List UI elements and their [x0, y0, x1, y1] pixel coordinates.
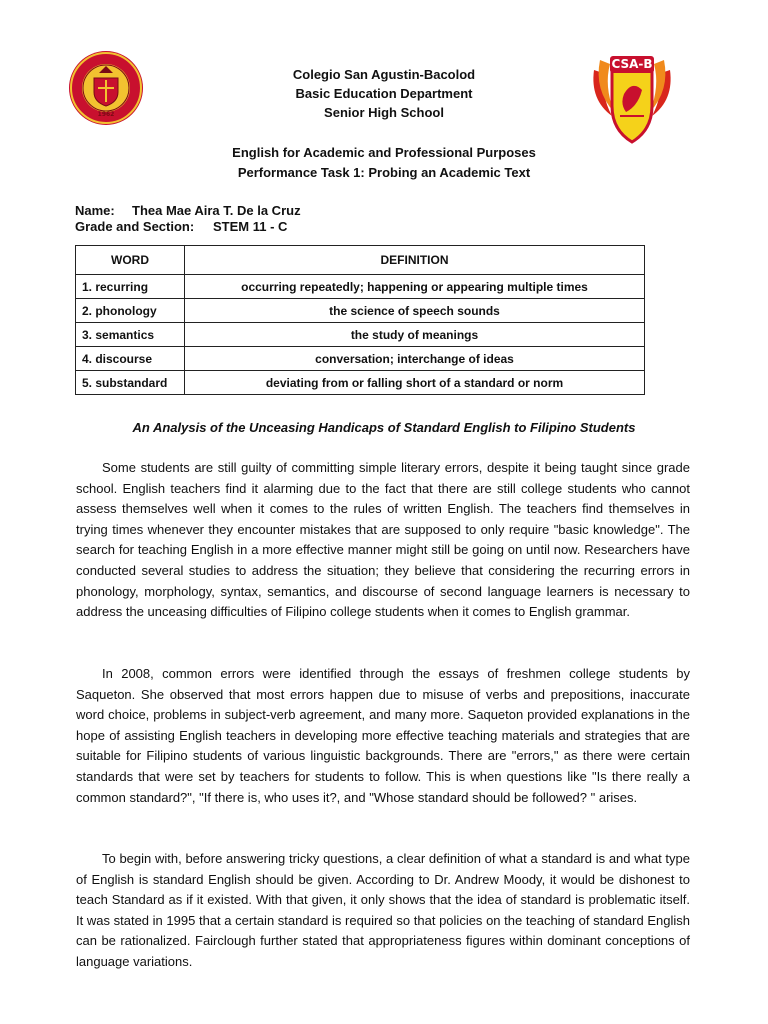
task-title: Performance Task 1: Probing an Academic Text — [237, 165, 531, 180]
essay-paragraph-1: Some students are still guilty of committing simple literary errors, despite it being taught since grade school. English teachers find it alarming due to the fact that there are still college students who cannot assess themselves well when it comes to the rules of written English. The teachers find themselves in trying times whenever they encounter mistakes that are supposed to only require "basic knowledge". The search for teaching English in a more effective manner might still be going on until now. Researchers have conducted several studies to address the situation; they believe that considering the recurring errors in phonology, morphology, syntax, semantics, and discourse of second language learners is necessary to address the unceasing difficulties of Filipino college students when it comes to English grammar. — [76, 460, 690, 620]
table-row — [76, 371, 645, 395]
section-label: Grade and Section: — [75, 219, 195, 234]
table-row — [76, 275, 645, 299]
essay-title: An Analysis of the Unceasing Handicaps of Standard English to Filipino Students — [132, 420, 636, 435]
subject-title: English for Academic and Professional Purposes — [232, 145, 536, 160]
table-row — [76, 299, 645, 323]
name-value: Thea Mae Aira T. De la Cruz — [132, 203, 301, 218]
definition-cell: the science of speech sounds — [185, 299, 645, 323]
essay-paragraph-2: In 2008, common errors were identified through the essays of freshmen college students by Saqueton. She observed that most errors happen due to misuse of verbs and prepositions, inaccurate word choice, problems in subject-verb agreement, and many more. Saqueton provided explanations in the hope of assisting English teachers in developing more effective teaching materials and strategies that are suitable for Filipino students of various linguistic backgrounds. There are "errors," as there were certain standards that were set by teachers for students to follow. This is when questions like "Is there really a common standard?", "If there is, who uses it?, and "Whose standard should be followed? " arises. — [76, 666, 690, 805]
seal-year: 1962 — [97, 111, 115, 118]
definition-cell: conversation; interchange of ideas — [185, 347, 645, 371]
vocabulary-table — [75, 245, 645, 395]
word-cell: 3. semantics — [76, 323, 185, 347]
school-name: Colegio San Agustin-Bacolod — [292, 67, 476, 82]
header-word: WORD — [76, 246, 185, 275]
csab-logo-text: CSA-B — [611, 57, 653, 71]
definition-cell: the study of meanings — [185, 323, 645, 347]
section-value: STEM 11 - C — [213, 219, 288, 234]
header-definition: DEFINITION — [185, 246, 645, 275]
essay-paragraph-3: To begin with, before answering tricky questions, a clear definition of what a standard is and what type of English is standard English should be given. According to Dr. Andrew Moody, it would be dishonest to teach Standard as if it existed. With that given, it only shows that the idea of standard is problematic itself. It was stated in 1995 that a certain standard is required so that policies on the teaching of standard English can be rationalized. Fairclough further stated that appropriateness figures within dominant conceptions of language variations. — [76, 851, 690, 969]
table-row — [76, 323, 645, 347]
definition-cell: occurring repeatedly; happening or appearing multiple times — [185, 275, 645, 299]
table-row — [76, 347, 645, 371]
word-cell: 4. discourse — [76, 347, 185, 371]
word-cell: 2. phonology — [76, 299, 185, 323]
name-label: Name: — [75, 203, 115, 218]
school-level: Senior High School — [324, 105, 444, 120]
word-cell: 1. recurring — [76, 275, 185, 299]
department-name: Basic Education Department — [295, 86, 473, 101]
table-header-row — [76, 246, 645, 275]
word-cell: 5. substandard — [76, 371, 185, 395]
definition-cell: deviating from or falling short of a standard or norm — [185, 371, 645, 395]
